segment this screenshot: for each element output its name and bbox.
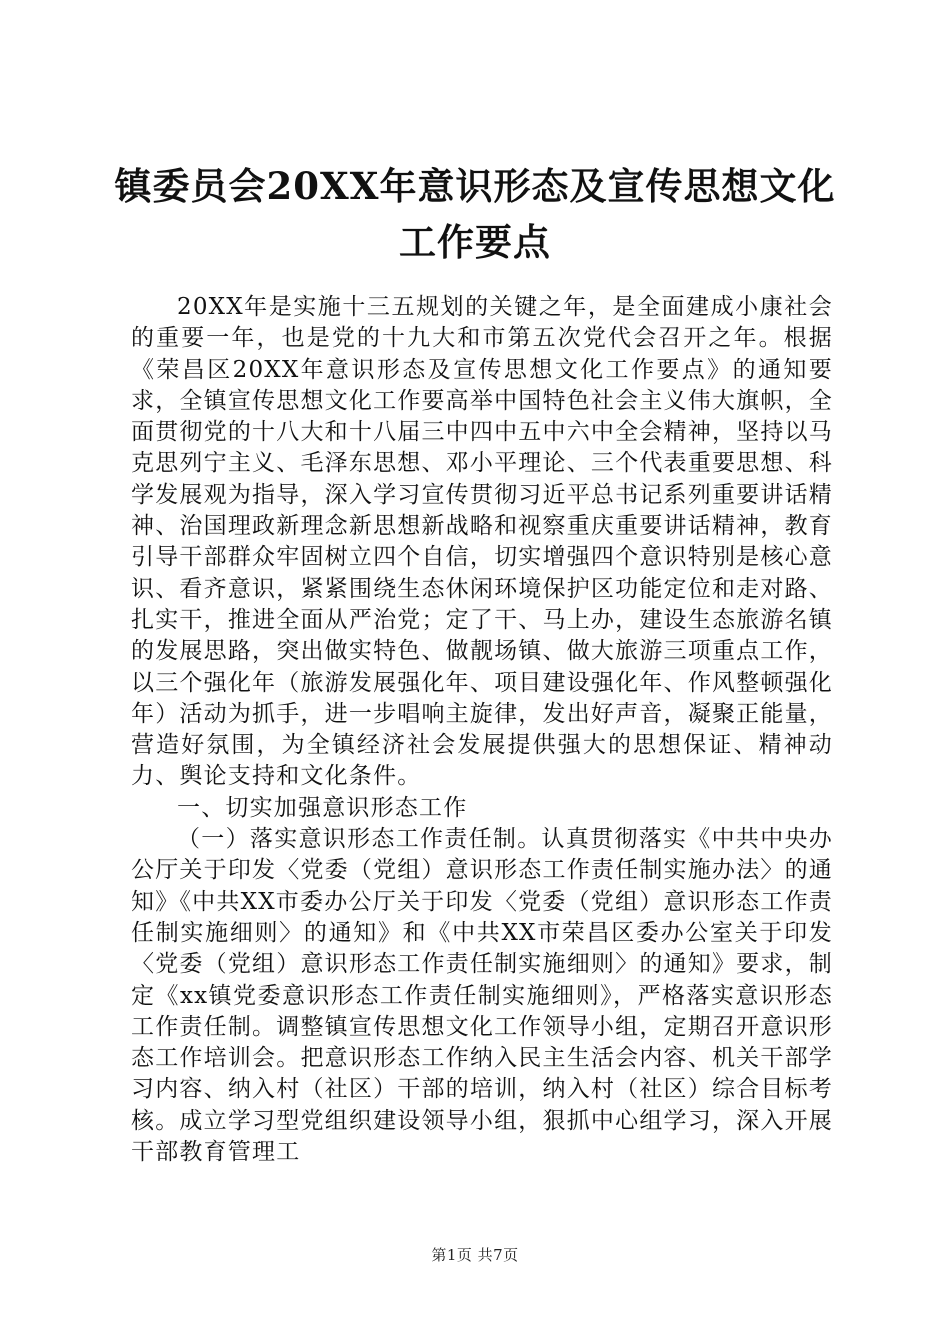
section-paragraph: （一）落实意识形态工作责任制。认真贯彻落实《中共中央办公厅关于印发〈党委（党组）意识形态工作责任制实施办法〉的通知》《中共XX市委办公厅关于印发〈党委（党组）意识形态工作责任制实施细则〉的通知》和《中共XX市荣昌区委办公室关于印发〈党委（党组）意识形态工作责任制实施细则〉的通知》要求，制定《xx镇党委意识形态工作责任制实施细则》，严格落实意识形态工作责任制。调整镇宣传思想文化工作领导小组，定期召开意识形态工作培训会。把意识形态工作纳入民主生活会内容、机关干部学习内容、纳入村（社区）干部的培训，纳入村（社区）综合目标考核。成立学习型党组织建设领导小组，狠抓中心组学习，深入开展干部教育管理工: [131, 826, 833, 1166]
document-title: 镇委员会20XX年意识形态及宣传思想文化工作要点: [114, 164, 836, 264]
section-heading: 一、切实加强意识形态工作: [177, 794, 468, 821]
page-footer: 第1页 共7页: [431, 1246, 519, 1264]
intro-paragraph: 20XX年是实施十三五规划的关键之年，是全面建成小康社会的重要一年，也是党的十九大和市第五次党代会召开之年。根据《荣昌区20XX年意识形态及宣传思想文化工作要点》的通知要求，全镇宣传思想文化工作要高举中国特色社会主义伟大旗帜，全面贯彻党的十八大和十八届三中四中五中六中全会精神，坚持以马克思列宁主义、毛泽东思想、邓小平理论、三个代表重要思想、科学发展观为指导，深入学习宣传贯彻习近平总书记系列重要讲话精神、治国理政新理念新思想新战略和视察重庆重要讲话精神，教育引导干部群众牢固树立四个自信，切实增强四个意识特别是核心意识、看齐意识，紧紧围绕生态休闲环境保护区功能定位和走对路、扎实干，推进全面从严治党；定了干、马上办，建设生态旅游名镇的发展思路，突出做实特色、做靓场镇、做大旅游三项重点工作，以三个强化年（旅游发展强化年、项目建设强化年、作风整顿强化年）活动为抓手，进一步唱响主旋律，发出好声音，凝聚正能量，营造好氛围，为全镇经济社会发展提供强大的思想保证、精神动力、舆论支持和文化条件。: [131, 294, 833, 790]
document-body: [131, 292, 833, 1168]
